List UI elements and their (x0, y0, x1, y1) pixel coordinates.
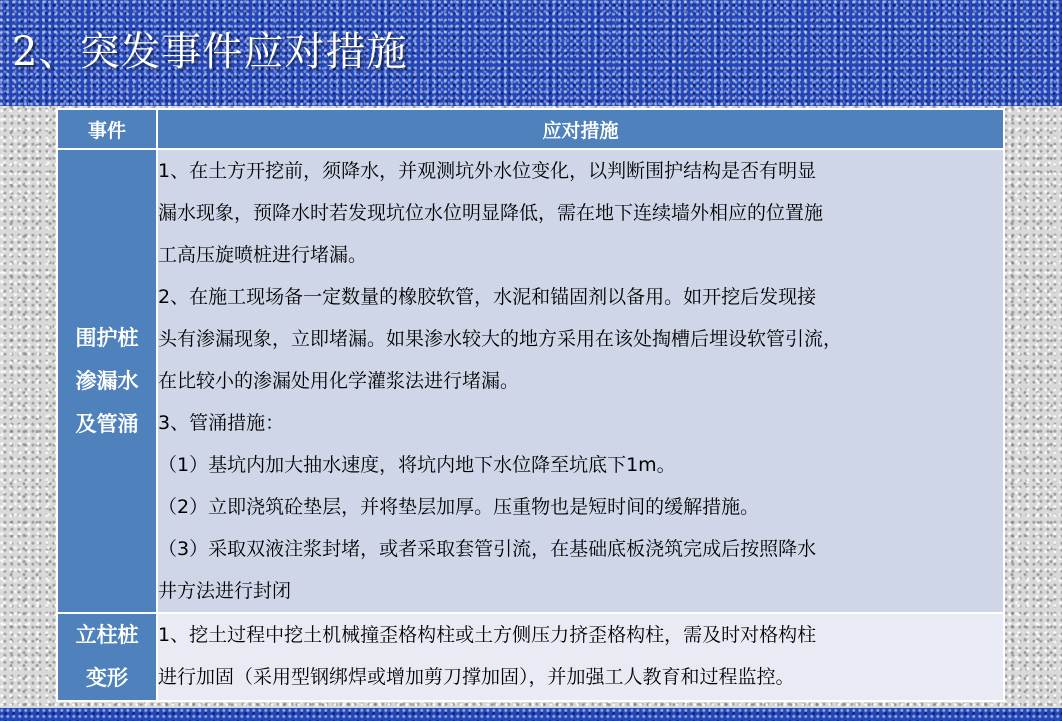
measure-text-line: （2）立即浇筑砼垫层，并将垫层加厚。压重物也是短时间的缓解措施。 (158, 496, 760, 518)
header-measure: 应对措施 (157, 109, 1004, 149)
event-label-line: 变形 (86, 666, 128, 690)
measure-cell-leakage (157, 149, 1004, 613)
event-label-line: 立柱桩 (75, 623, 139, 647)
header-event: 事件 (57, 109, 157, 149)
measure-text-line: 1、挖土过程中挖土机械撞歪格构柱或土方侧压力挤歪格构柱，需及时对格构柱 (158, 624, 817, 646)
measure-text-line: 1、在土方开挖前，须降水，并观测坑外水位变化，以判断围护结构是否有明显 (158, 160, 817, 182)
table-row-leakage (57, 149, 1004, 613)
measure-text-line: （3）采取双液注浆封堵，或者采取套管引流，在基础底板浇筑完成后按照降水 (158, 538, 817, 560)
event-label-line: 渗漏水 (75, 368, 139, 393)
measure-text-line: 头有渗漏现象，立即堵漏。如果渗水较大的地方采用在该处掏槽后埋设软管引流， (158, 328, 843, 350)
event-label-line: 及管涌 (75, 411, 139, 436)
event-cell-column-deformation (57, 613, 157, 701)
measure-text-line: 漏水现象，预降水时若发现坑位水位明显降低，需在地下连续墙外相应的位置施 (158, 202, 824, 224)
measure-text-line: 2、在施工现场备一定数量的橡胶软管，水泥和锚固剂以备用。如开挖后发现接 (158, 286, 817, 308)
measure-cell-column-deformation (157, 613, 1004, 701)
event-cell-leakage (57, 149, 157, 613)
measure-text-line: 进行加固（采用型钢绑焊或增加剪刀撑加固），并加强工人教育和过程监控。 (158, 666, 795, 688)
measure-text-line: （1）基坑内加大抽水速度，将坑内地下水位降至坑底下1m。 (158, 454, 676, 476)
measure-text-line: 井方法进行封闭 (158, 580, 292, 602)
table-row-column-deformation (57, 613, 1004, 701)
measure-text-line: 在比较小的渗漏处用化学灌浆法进行堵漏。 (158, 370, 520, 392)
bottom-band (0, 708, 1062, 721)
measure-text-line: 3、管涌措施： (158, 412, 285, 434)
event-label-line: 围护桩 (75, 325, 139, 350)
measures-table (56, 108, 1005, 702)
measure-text-line: 工高压旋喷桩进行堵漏。 (158, 244, 368, 266)
slide-title: 2、突发事件应对措施 (12, 29, 408, 75)
table-header-row (57, 109, 1004, 149)
